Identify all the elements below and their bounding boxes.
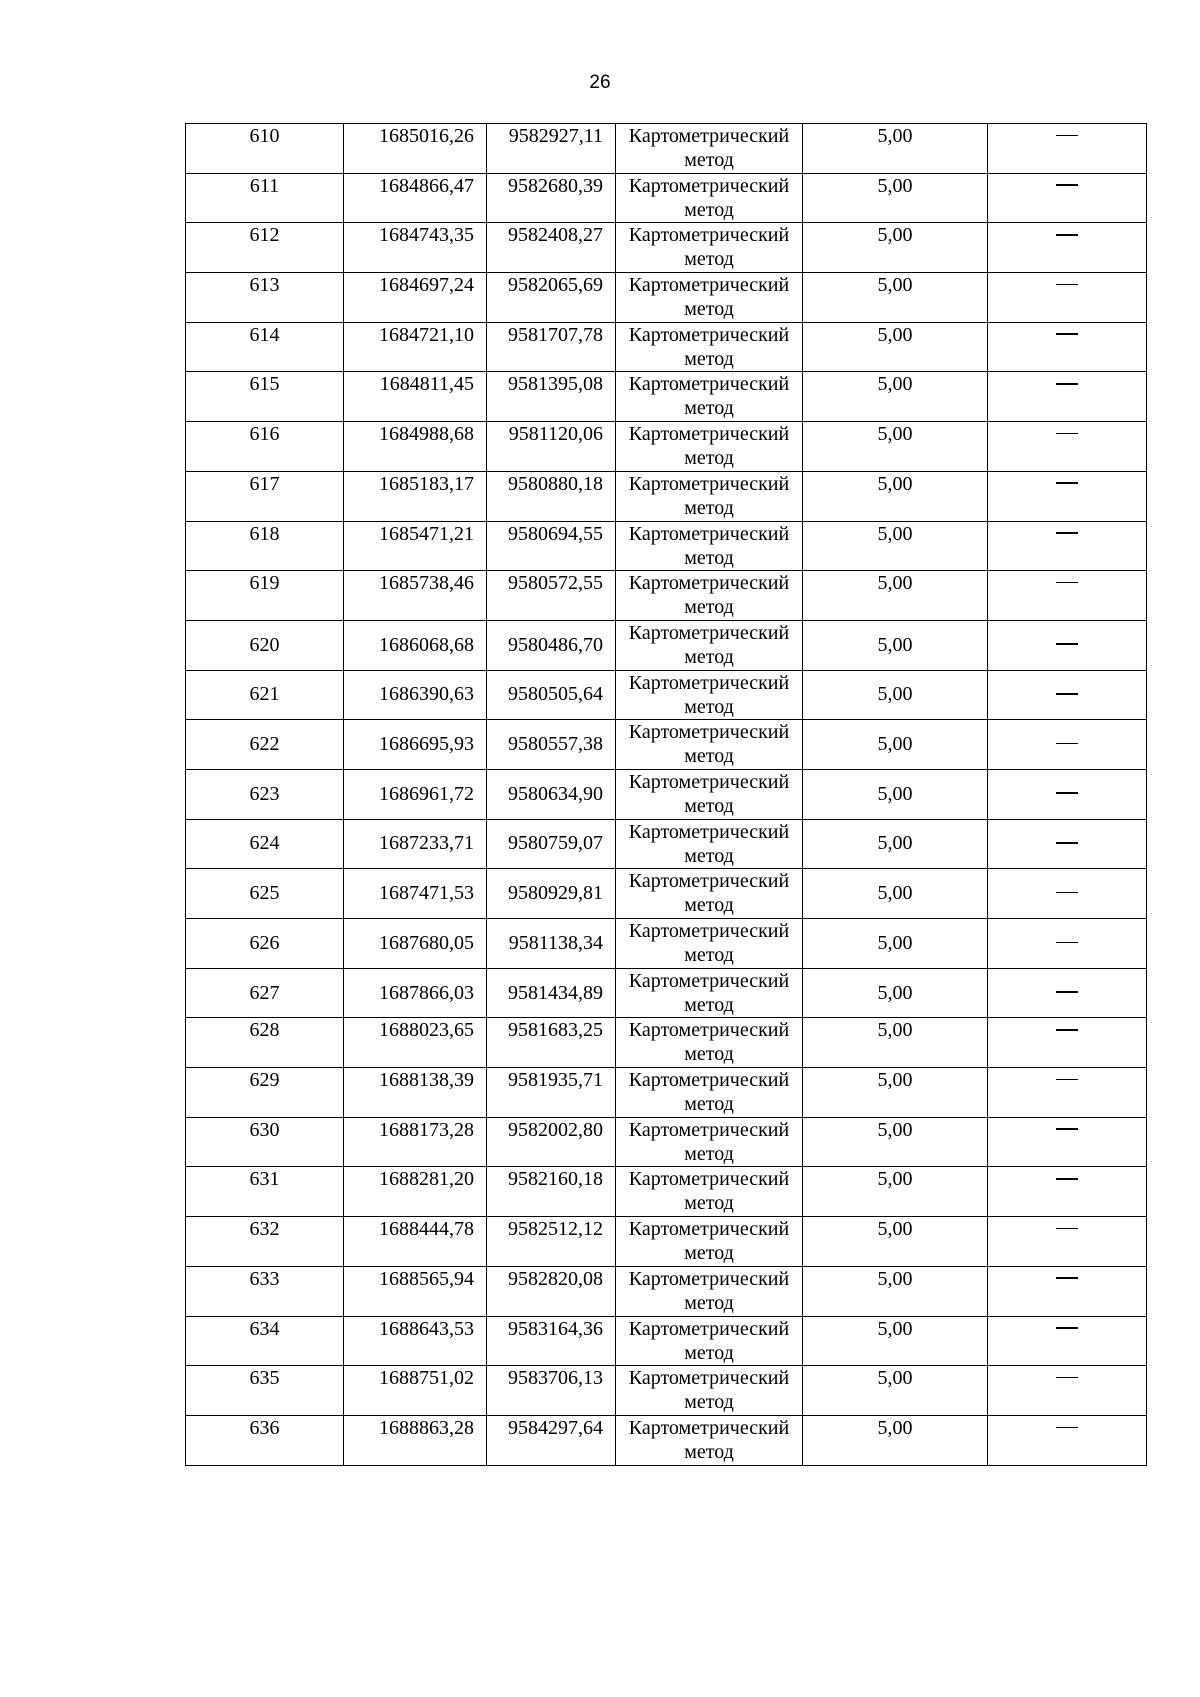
y-coordinate-cell: 9580486,70 <box>487 620 616 670</box>
method-cell <box>616 670 803 720</box>
point-number-cell: 629 <box>186 1068 344 1118</box>
method-cell <box>616 372 803 422</box>
method-line-1: Картометрический <box>628 671 790 694</box>
dash-cell <box>988 124 1147 174</box>
dash-cell <box>988 471 1147 521</box>
point-number-cell: 634 <box>186 1316 344 1366</box>
y-coordinate-cell: 9581120,06 <box>487 422 616 472</box>
point-number-cell: 623 <box>186 769 344 819</box>
point-number-cell: 610 <box>186 124 344 174</box>
x-coordinate-cell: 1688565,94 <box>344 1266 487 1316</box>
method-line-1: Картометрический <box>628 174 790 197</box>
accuracy-cell: 5,00 <box>803 919 988 969</box>
method-line-2: метод <box>684 1142 734 1165</box>
x-coordinate-cell: 1687471,53 <box>344 869 487 919</box>
method-line-2: метод <box>684 794 734 817</box>
method-line-2: метод <box>684 1093 734 1116</box>
x-coordinate-cell: 1684743,35 <box>344 223 487 273</box>
accuracy-cell: 5,00 <box>803 1316 988 1366</box>
accuracy-cell: 5,00 <box>803 670 988 720</box>
method-cell <box>616 571 803 621</box>
method-line-1: Картометрический <box>628 1416 790 1439</box>
method-cell <box>616 1366 803 1416</box>
table-row <box>186 670 1147 720</box>
method-line-2: метод <box>684 993 734 1016</box>
method-line-2: метод <box>684 1242 734 1265</box>
method-line-1: Картометрический <box>628 1168 790 1191</box>
method-cell <box>616 1316 803 1366</box>
dash-cell <box>988 1068 1147 1118</box>
accuracy-cell: 5,00 <box>803 322 988 372</box>
x-coordinate-cell: 1686695,93 <box>344 720 487 770</box>
method-cell <box>616 819 803 869</box>
method-line-2: метод <box>684 596 734 619</box>
dash-cell <box>988 819 1147 869</box>
point-number-cell: 621 <box>186 670 344 720</box>
y-coordinate-cell: 9580505,64 <box>487 670 616 720</box>
method-line-1: Картометрический <box>628 423 790 446</box>
x-coordinate-cell: 1685016,26 <box>344 124 487 174</box>
em-dash-mark <box>1056 184 1078 186</box>
dash-cell <box>988 1366 1147 1416</box>
table-row <box>186 173 1147 223</box>
y-coordinate-cell: 9580634,90 <box>487 769 616 819</box>
em-dash-mark <box>1056 942 1078 944</box>
method-cell <box>616 322 803 372</box>
em-dash-mark <box>1056 482 1078 484</box>
x-coordinate-cell: 1684866,47 <box>344 173 487 223</box>
table-row <box>186 919 1147 969</box>
y-coordinate-cell: 9580880,18 <box>487 471 616 521</box>
dash-cell <box>988 1415 1147 1465</box>
accuracy-cell: 5,00 <box>803 1167 988 1217</box>
y-coordinate-cell: 9580929,81 <box>487 869 616 919</box>
dash-cell <box>988 720 1147 770</box>
y-coordinate-cell: 9580694,55 <box>487 521 616 571</box>
method-line-2: метод <box>684 248 734 271</box>
method-line-2: метод <box>684 894 734 917</box>
method-line-1: Картометрический <box>628 621 790 644</box>
y-coordinate-cell: 9582160,18 <box>487 1167 616 1217</box>
table-row <box>186 471 1147 521</box>
method-cell <box>616 1415 803 1465</box>
em-dash-mark <box>1056 743 1078 745</box>
table-row <box>186 620 1147 670</box>
method-cell <box>616 769 803 819</box>
method-line-2: метод <box>684 149 734 171</box>
method-cell <box>616 720 803 770</box>
em-dash-mark <box>1056 892 1078 894</box>
method-cell <box>616 521 803 571</box>
point-number-cell: 619 <box>186 571 344 621</box>
method-line-1: Картометрический <box>628 1218 790 1241</box>
table-row <box>186 521 1147 571</box>
method-line-1: Картометрический <box>628 1069 790 1092</box>
y-coordinate-cell: 9582065,69 <box>487 273 616 323</box>
x-coordinate-cell: 1688863,28 <box>344 1415 487 1465</box>
x-coordinate-cell: 1687680,05 <box>344 919 487 969</box>
em-dash-mark <box>1056 1128 1078 1130</box>
method-line-2: метод <box>684 645 734 668</box>
method-line-2: метод <box>684 347 734 370</box>
table-row <box>186 869 1147 919</box>
method-line-1: Картометрический <box>628 373 790 396</box>
accuracy-cell: 5,00 <box>803 819 988 869</box>
table-row <box>186 273 1147 323</box>
y-coordinate-cell: 9580572,55 <box>487 571 616 621</box>
x-coordinate-cell: 1688138,39 <box>344 1068 487 1118</box>
y-coordinate-cell: 9581935,71 <box>487 1068 616 1118</box>
accuracy-cell: 5,00 <box>803 471 988 521</box>
point-number-cell: 626 <box>186 919 344 969</box>
method-cell <box>616 869 803 919</box>
point-number-cell: 630 <box>186 1117 344 1167</box>
table-row <box>186 1018 1147 1068</box>
method-line-2: метод <box>684 298 734 321</box>
accuracy-cell: 5,00 <box>803 124 988 174</box>
method-line-1: Картометрический <box>628 1118 790 1141</box>
x-coordinate-cell: 1688643,53 <box>344 1316 487 1366</box>
method-cell <box>616 1117 803 1167</box>
y-coordinate-cell: 9583164,36 <box>487 1316 616 1366</box>
point-number-cell: 635 <box>186 1366 344 1416</box>
method-cell <box>616 1217 803 1267</box>
method-cell <box>616 422 803 472</box>
method-line-2: метод <box>684 745 734 768</box>
page-number: 26 <box>589 72 611 93</box>
table-row <box>186 1316 1147 1366</box>
accuracy-cell: 5,00 <box>803 571 988 621</box>
coordinates-table <box>185 123 1147 1466</box>
method-line-2: метод <box>684 447 734 470</box>
method-line-1: Картометрический <box>628 721 790 744</box>
em-dash-mark <box>1056 433 1078 435</box>
point-number-cell: 613 <box>186 273 344 323</box>
table-row <box>186 1217 1147 1267</box>
y-coordinate-cell: 9580557,38 <box>487 720 616 770</box>
method-line-1: Картометрический <box>628 1317 790 1340</box>
y-coordinate-cell: 9582512,12 <box>487 1217 616 1267</box>
method-line-1: Картометрический <box>628 920 790 942</box>
dash-cell <box>988 422 1147 472</box>
table-row <box>186 124 1147 174</box>
table-row <box>186 322 1147 372</box>
method-line-2: метод <box>684 1192 734 1215</box>
y-coordinate-cell: 9583706,13 <box>487 1366 616 1416</box>
method-line-2: метод <box>684 1391 734 1414</box>
x-coordinate-cell: 1685471,21 <box>344 521 487 571</box>
method-cell <box>616 1018 803 1068</box>
y-coordinate-cell: 9581138,34 <box>487 919 616 969</box>
x-coordinate-cell: 1688444,78 <box>344 1217 487 1267</box>
x-coordinate-cell: 1686961,72 <box>344 769 487 819</box>
dash-cell <box>988 571 1147 621</box>
table-row <box>186 372 1147 422</box>
table-row <box>186 223 1147 273</box>
method-line-1: Картометрический <box>628 522 790 545</box>
table-row <box>186 819 1147 869</box>
point-number-cell: 631 <box>186 1167 344 1217</box>
point-number-cell: 617 <box>186 471 344 521</box>
point-number-cell: 632 <box>186 1217 344 1267</box>
dash-cell <box>988 1217 1147 1267</box>
method-line-1: Картометрический <box>628 820 790 843</box>
y-coordinate-cell: 9581395,08 <box>487 372 616 422</box>
method-line-2: метод <box>684 1440 734 1463</box>
point-number-cell: 625 <box>186 869 344 919</box>
em-dash-mark <box>1056 135 1078 137</box>
accuracy-cell: 5,00 <box>803 1366 988 1416</box>
x-coordinate-cell: 1684811,45 <box>344 372 487 422</box>
accuracy-cell: 5,00 <box>803 769 988 819</box>
y-coordinate-cell: 9582002,80 <box>487 1117 616 1167</box>
point-number-cell: 612 <box>186 223 344 273</box>
method-cell <box>616 273 803 323</box>
table-row <box>186 422 1147 472</box>
point-number-cell: 628 <box>186 1018 344 1068</box>
method-cell <box>616 919 803 969</box>
dash-cell <box>988 769 1147 819</box>
em-dash-mark <box>1056 991 1078 993</box>
em-dash-mark <box>1056 1029 1078 1031</box>
dash-cell <box>988 273 1147 323</box>
table-row <box>186 1068 1147 1118</box>
y-coordinate-cell: 9584297,64 <box>487 1415 616 1465</box>
dash-cell <box>988 670 1147 720</box>
method-line-2: метод <box>684 1341 734 1364</box>
accuracy-cell: 5,00 <box>803 1068 988 1118</box>
y-coordinate-cell: 9581683,25 <box>487 1018 616 1068</box>
accuracy-cell: 5,00 <box>803 869 988 919</box>
table-row <box>186 1415 1147 1465</box>
em-dash-mark <box>1056 1327 1078 1329</box>
em-dash-mark <box>1056 383 1078 385</box>
dash-cell <box>988 1316 1147 1366</box>
method-cell <box>616 1266 803 1316</box>
point-number-cell: 636 <box>186 1415 344 1465</box>
x-coordinate-cell: 1687233,71 <box>344 819 487 869</box>
em-dash-mark <box>1056 643 1078 645</box>
method-cell <box>616 1068 803 1118</box>
accuracy-cell: 5,00 <box>803 620 988 670</box>
dash-cell <box>988 223 1147 273</box>
x-coordinate-cell: 1684697,24 <box>344 273 487 323</box>
table-row <box>186 1117 1147 1167</box>
x-coordinate-cell: 1688751,02 <box>344 1366 487 1416</box>
method-line-1: Картометрический <box>628 1267 790 1290</box>
em-dash-mark <box>1056 1427 1078 1429</box>
method-line-1: Картометрический <box>628 125 790 147</box>
dash-cell <box>988 968 1147 1018</box>
em-dash-mark <box>1056 333 1078 335</box>
point-number-cell: 633 <box>186 1266 344 1316</box>
method-cell <box>616 124 803 174</box>
point-number-cell: 616 <box>186 422 344 472</box>
table-row <box>186 571 1147 621</box>
x-coordinate-cell: 1684988,68 <box>344 422 487 472</box>
dash-cell <box>988 620 1147 670</box>
table-row <box>186 1366 1147 1416</box>
dash-cell <box>988 1117 1147 1167</box>
y-coordinate-cell: 9581707,78 <box>487 322 616 372</box>
dash-cell <box>988 173 1147 223</box>
point-number-cell: 614 <box>186 322 344 372</box>
em-dash-mark <box>1056 1377 1078 1379</box>
em-dash-mark <box>1056 532 1078 534</box>
point-number-cell: 611 <box>186 173 344 223</box>
method-line-1: Картометрический <box>628 1019 790 1042</box>
dash-cell <box>988 372 1147 422</box>
em-dash-mark <box>1056 234 1078 236</box>
dash-cell <box>988 919 1147 969</box>
x-coordinate-cell: 1686390,63 <box>344 670 487 720</box>
em-dash-mark <box>1056 1079 1078 1081</box>
x-coordinate-cell: 1688173,28 <box>344 1117 487 1167</box>
method-line-2: метод <box>684 397 734 420</box>
method-line-2: метод <box>684 1043 734 1066</box>
em-dash-mark <box>1056 1277 1078 1279</box>
point-number-cell: 615 <box>186 372 344 422</box>
accuracy-cell: 5,00 <box>803 422 988 472</box>
y-coordinate-cell: 9580759,07 <box>487 819 616 869</box>
x-coordinate-cell: 1688281,20 <box>344 1167 487 1217</box>
accuracy-cell: 5,00 <box>803 521 988 571</box>
accuracy-cell: 5,00 <box>803 273 988 323</box>
dash-cell <box>988 1018 1147 1068</box>
y-coordinate-cell: 9581434,89 <box>487 968 616 1018</box>
method-line-2: метод <box>684 695 734 718</box>
method-line-2: метод <box>684 844 734 867</box>
accuracy-cell: 5,00 <box>803 372 988 422</box>
x-coordinate-cell: 1686068,68 <box>344 620 487 670</box>
dash-cell <box>988 521 1147 571</box>
accuracy-cell: 5,00 <box>803 1266 988 1316</box>
method-line-1: Картометрический <box>628 472 790 495</box>
em-dash-mark <box>1056 1228 1078 1230</box>
em-dash-mark <box>1056 693 1078 695</box>
em-dash-mark <box>1056 792 1078 794</box>
em-dash-mark <box>1056 842 1078 844</box>
dash-cell <box>988 322 1147 372</box>
table-row <box>186 1266 1147 1316</box>
table-row <box>186 968 1147 1018</box>
method-line-2: метод <box>684 496 734 519</box>
method-line-1: Картометрический <box>628 969 790 992</box>
table-row <box>186 769 1147 819</box>
accuracy-cell: 5,00 <box>803 173 988 223</box>
em-dash-mark <box>1056 1178 1078 1180</box>
method-cell <box>616 223 803 273</box>
accuracy-cell: 5,00 <box>803 1117 988 1167</box>
accuracy-cell: 5,00 <box>803 1018 988 1068</box>
table-row <box>186 720 1147 770</box>
accuracy-cell: 5,00 <box>803 968 988 1018</box>
method-line-1: Картометрический <box>628 323 790 346</box>
point-number-cell: 627 <box>186 968 344 1018</box>
method-line-1: Картометрический <box>628 870 790 893</box>
x-coordinate-cell: 1688023,65 <box>344 1018 487 1068</box>
x-coordinate-cell: 1685183,17 <box>344 471 487 521</box>
accuracy-cell: 5,00 <box>803 720 988 770</box>
method-cell <box>616 173 803 223</box>
point-number-cell: 624 <box>186 819 344 869</box>
dash-cell <box>988 1167 1147 1217</box>
dash-cell <box>988 1266 1147 1316</box>
y-coordinate-cell: 9582680,39 <box>487 173 616 223</box>
method-line-1: Картометрический <box>628 1367 790 1390</box>
table-row <box>186 1167 1147 1217</box>
method-line-2: метод <box>684 944 734 966</box>
method-line-2: метод <box>684 1291 734 1314</box>
dash-cell <box>988 869 1147 919</box>
y-coordinate-cell: 9582820,08 <box>487 1266 616 1316</box>
em-dash-mark <box>1056 582 1078 584</box>
em-dash-mark <box>1056 284 1078 286</box>
method-cell <box>616 1167 803 1217</box>
accuracy-cell: 5,00 <box>803 223 988 273</box>
x-coordinate-cell: 1684721,10 <box>344 322 487 372</box>
y-coordinate-cell: 9582408,27 <box>487 223 616 273</box>
method-line-1: Картометрический <box>628 224 790 247</box>
accuracy-cell: 5,00 <box>803 1415 988 1465</box>
method-cell <box>616 968 803 1018</box>
accuracy-cell: 5,00 <box>803 1217 988 1267</box>
method-line-1: Картометрический <box>628 274 790 297</box>
y-coordinate-cell: 9582927,11 <box>487 124 616 174</box>
point-number-cell: 618 <box>186 521 344 571</box>
coordinates-table-body <box>186 124 1147 1466</box>
method-line-1: Картометрический <box>628 572 790 595</box>
point-number-cell: 620 <box>186 620 344 670</box>
method-line-2: метод <box>684 198 734 221</box>
method-line-2: метод <box>684 546 734 569</box>
method-cell <box>616 620 803 670</box>
point-number-cell: 622 <box>186 720 344 770</box>
method-line-1: Картометрический <box>628 770 790 793</box>
method-cell <box>616 471 803 521</box>
x-coordinate-cell: 1687866,03 <box>344 968 487 1018</box>
x-coordinate-cell: 1685738,46 <box>344 571 487 621</box>
